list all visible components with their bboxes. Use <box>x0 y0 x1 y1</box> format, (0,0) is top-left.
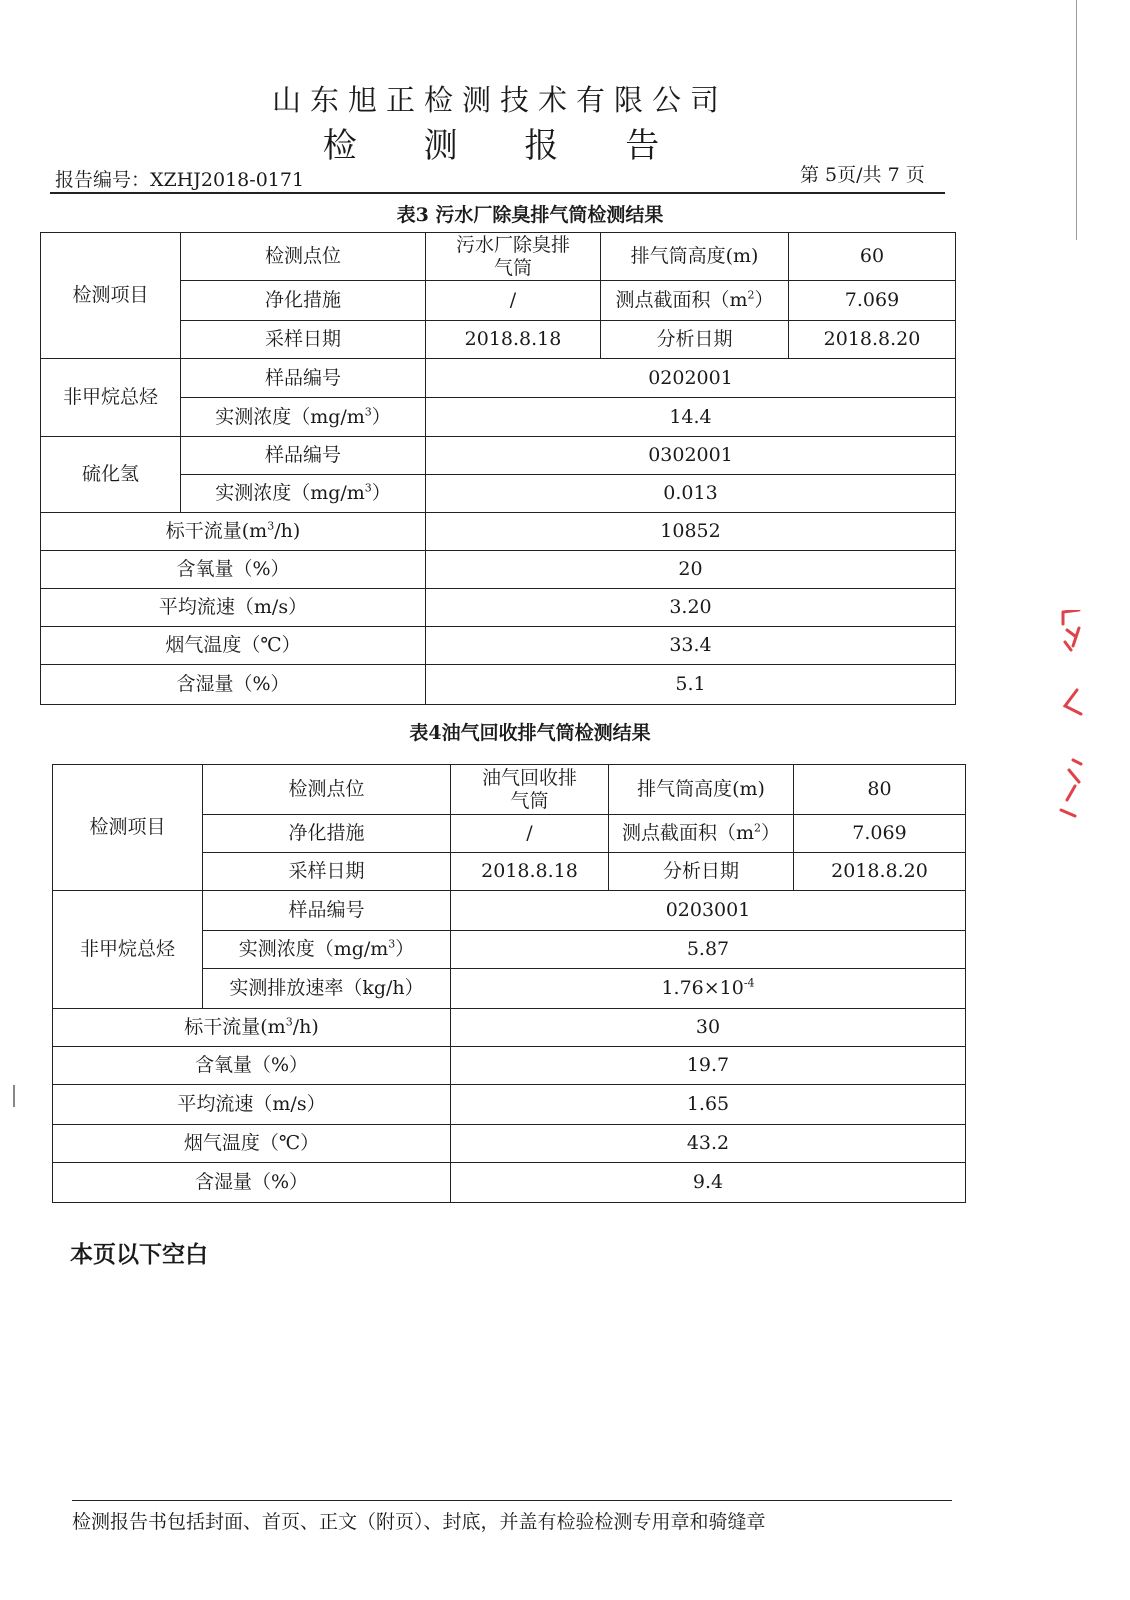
table4-sample-date-label: 采样日期 <box>203 853 451 891</box>
table4-point-label: 检测点位 <box>203 765 451 815</box>
document-title: 检 测 报 告 <box>322 126 688 166</box>
table4-nmhc-label: 非甲烷总烃 <box>53 891 203 1009</box>
table4-nmhc-sample-label: 样品编号 <box>203 891 451 931</box>
table3-oxygen-label: 含氧量（%） <box>41 551 426 589</box>
table3-h2s-conc-label: 实测浓度$(mg/m^3)$ <box>181 475 426 513</box>
table3-h2s-sample-label: 样品编号 <box>181 437 426 475</box>
table4-velocity-label: 平均流速（m/s） <box>53 1085 451 1125</box>
table4-analysis-date: 2018.8.20 <box>794 853 966 891</box>
table3-point-value: 污水厂除臭排气筒 <box>426 233 601 281</box>
blank-below-note: 本页以下空白 <box>70 1241 208 1268</box>
table4-height-value: 80 <box>794 765 966 815</box>
table4-analysis-date-label: 分析日期 <box>609 853 794 891</box>
table3-item-label: 检测项目 <box>41 233 181 359</box>
table3-velocity-label: 平均流速（m/s） <box>41 589 426 627</box>
company-name: 山东旭正检测技术有限公司 <box>271 83 728 117</box>
table3-temp: 33.4 <box>426 627 956 665</box>
table3-nmhc-label: 非甲烷总烃 <box>41 359 181 437</box>
table3-analysis-date: 2018.8.20 <box>789 321 956 359</box>
header-divider <box>50 192 945 194</box>
table3-h2s-label: 硫化氢 <box>41 437 181 513</box>
table3-height-label: 排气筒高度(m) <box>601 233 789 281</box>
table4-flow: 30 <box>451 1009 966 1047</box>
table3 <box>40 232 956 705</box>
table3-moisture: 5.1 <box>426 665 956 705</box>
table4-nmhc-sample-no: 0203001 <box>451 891 966 931</box>
report-number: 报告编号：XZHJ2018-0171 <box>55 169 305 191</box>
footer-divider <box>72 1500 952 1501</box>
table4-oxygen-label: 含氧量（%） <box>53 1047 451 1085</box>
table3-flow: 10852 <box>426 513 956 551</box>
table3-h2s-sample-no: 0302001 <box>426 437 956 475</box>
table3-caption: 表3 污水厂除臭排气筒检测结果 <box>396 204 664 226</box>
table4-point-value: 油气回收排气筒 <box>451 765 609 815</box>
table3-purify-label: 净化措施 <box>181 281 426 321</box>
table4-height-label: 排气筒高度(m) <box>609 765 794 815</box>
table3-h2s-conc: 0.013 <box>426 475 956 513</box>
table3-purify-value: / <box>426 281 601 321</box>
table4-item-label: 检测项目 <box>53 765 203 891</box>
table3-oxygen: 20 <box>426 551 956 589</box>
table4-oxygen: 19.7 <box>451 1047 966 1085</box>
table4-moisture: 9.4 <box>451 1163 966 1203</box>
table4-nmhc-conc-label: 实测浓度$(mg/m^3)$ <box>203 931 451 969</box>
table3-sample-date-label: 采样日期 <box>181 321 426 359</box>
table4-flow-label: 标干流量$(m^3/h)$ <box>53 1009 451 1047</box>
table3-sample-date: 2018.8.18 <box>426 321 601 359</box>
table3-nmhc-sample-no: 0202001 <box>426 359 956 398</box>
table3-nmhc-conc-label: 实测浓度$(mg/m^3)$ <box>181 398 426 437</box>
scan-mark <box>13 1085 15 1107</box>
table4 <box>52 764 966 1203</box>
table4-rate-value: $1.76\times 10^{-4}$ <box>451 969 966 1009</box>
table4-caption: 表4油气回收排气筒检测结果 <box>409 722 651 744</box>
table4-temp: 43.2 <box>451 1125 966 1163</box>
table3-temp-label: 烟气温度（℃） <box>41 627 426 665</box>
table4-rate-label: 实测排放速率（kg/h） <box>203 969 451 1009</box>
table3-height-value: 60 <box>789 233 956 281</box>
table4-purify-label: 净化措施 <box>203 815 451 853</box>
page-margin-line <box>1076 0 1077 240</box>
table3-nmhc-sample-label: 样品编号 <box>181 359 426 398</box>
table3-flow-label: 标干流量$(m^3/h)$ <box>41 513 426 551</box>
table4-nmhc-conc: 5.87 <box>451 931 966 969</box>
table4-temp-label: 烟气温度（℃） <box>53 1125 451 1163</box>
seal-stamp-fragment <box>1055 610 1089 825</box>
table4-velocity: 1.65 <box>451 1085 966 1125</box>
table3-velocity: 3.20 <box>426 589 956 627</box>
table4-moisture-label: 含湿量（%） <box>53 1163 451 1203</box>
table3-analysis-date-label: 分析日期 <box>601 321 789 359</box>
table3-nmhc-conc: 14.4 <box>426 398 956 437</box>
table4-area-value: 7.069 <box>794 815 966 853</box>
table3-moisture-label: 含湿量（%） <box>41 665 426 705</box>
footer-note: 检测报告书包括封面、首页、正文（附页）、封底，并盖有检验检测专用章和骑缝章 <box>72 1511 766 1533</box>
table4-area-label: 测点截面积$(m^2)$ <box>609 815 794 853</box>
table3-area-value: 7.069 <box>789 281 956 321</box>
table4-purify-value: / <box>451 815 609 853</box>
table4-sample-date: 2018.8.18 <box>451 853 609 891</box>
table3-area-label: 测点截面积$(m^2)$ <box>601 281 789 321</box>
table3-point-label: 检测点位 <box>181 233 426 281</box>
page-number: 第 5页/共 7 页 <box>800 164 925 186</box>
